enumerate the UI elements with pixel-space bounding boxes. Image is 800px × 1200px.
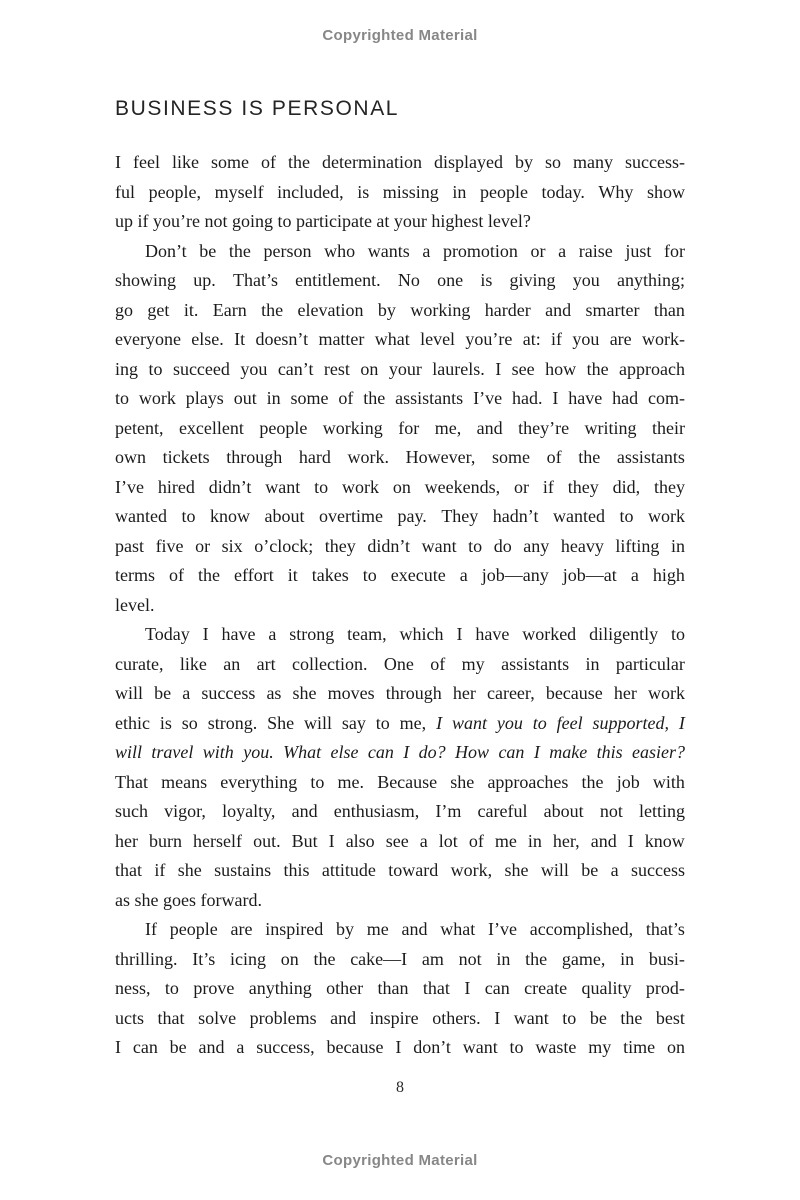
text-line: ness, to prove anything other than that I can create quality prod- <box>115 978 685 998</box>
text-line: I feel like some of the determination displayed by so many success- <box>115 152 685 172</box>
body-text <box>115 148 685 1063</box>
copyright-notice-bottom: Copyrighted Material <box>322 1152 478 1169</box>
text-column <box>115 97 685 1063</box>
text-line: own tickets through hard work. However, some of the assistants <box>115 447 685 467</box>
paragraph <box>115 148 685 237</box>
paragraph <box>115 237 685 621</box>
chapter-heading: BUSINESS IS PERSONAL <box>115 97 400 120</box>
text-line: I can be and a success, because I don’t want to waste my time on <box>115 1037 685 1057</box>
text-line: If people are inspired by me and what I’ve accomplished, that’s <box>145 919 685 939</box>
text-line: up if you’re not going to participate at your highest level? <box>115 211 531 231</box>
text-line: That means everything to me. Because she approaches the job with <box>115 771 685 792</box>
text-line: such vigor, loyalty, and enthusiasm, I’m careful about not letting <box>115 801 685 821</box>
text-line: her burn herself out. But I also see a lot of me in her, and I know <box>115 830 685 851</box>
text-line: terms of the effort it takes to execute a job—any job—at a high <box>115 565 685 585</box>
text-line: curate, like an art collection. One of my assistants in particular <box>115 653 685 674</box>
text-line: go get it. Earn the elevation by working harder and smarter than <box>115 299 685 320</box>
text-line: ful people, myself included, is missing in people today. Why show <box>115 181 685 202</box>
text-line: I’ve hired didn’t want to work on weekends, or if they did, they <box>115 476 685 497</box>
text-line: everyone else. It doesn’t matter what level you’re at: if you are work- <box>115 329 685 349</box>
text-line: wanted to know about overtime pay. They hadn’t wanted to work <box>115 506 685 526</box>
text-line: ing to succeed you can’t rest on your laurels. I see how the approach <box>115 358 685 379</box>
page-number: 8 <box>396 1079 404 1096</box>
paragraph <box>115 915 685 1063</box>
text-line: past five or six o’clock; they didn’t want to do any heavy lifting in <box>115 535 685 556</box>
text-line: as she goes forward. <box>115 889 262 910</box>
text-line: Today I have a strong team, which I have worked diligently to <box>145 624 685 644</box>
text-line: ethic is so strong. She will say to me, I want you to feel supported, I <box>115 712 685 733</box>
copyright-notice-top: Copyrighted Material <box>322 27 478 44</box>
text-line: will be a success as she moves through her career, because her work <box>115 683 685 703</box>
text-line: Don’t be the person who wants a promotion or a raise just for <box>145 240 685 261</box>
text-line: showing up. That’s entitlement. No one is giving you anything; <box>115 270 685 290</box>
text-line: thrilling. It’s icing on the cake—I am not in the game, in busi- <box>115 948 685 969</box>
text-line: will travel with you. What else can I do? How can I make this easier? <box>115 742 685 762</box>
text-line: petent, excellent people working for me, and they’re writing their <box>115 417 685 438</box>
text-line: ucts that solve problems and inspire others. I want to be the best <box>115 1007 685 1028</box>
paragraph <box>115 620 685 915</box>
text-line: to work plays out in some of the assistants I’ve had. I have had com- <box>115 388 685 408</box>
text-line: level. <box>115 594 155 615</box>
text-line: that if she sustains this attitude toward work, she will be a success <box>115 860 685 880</box>
